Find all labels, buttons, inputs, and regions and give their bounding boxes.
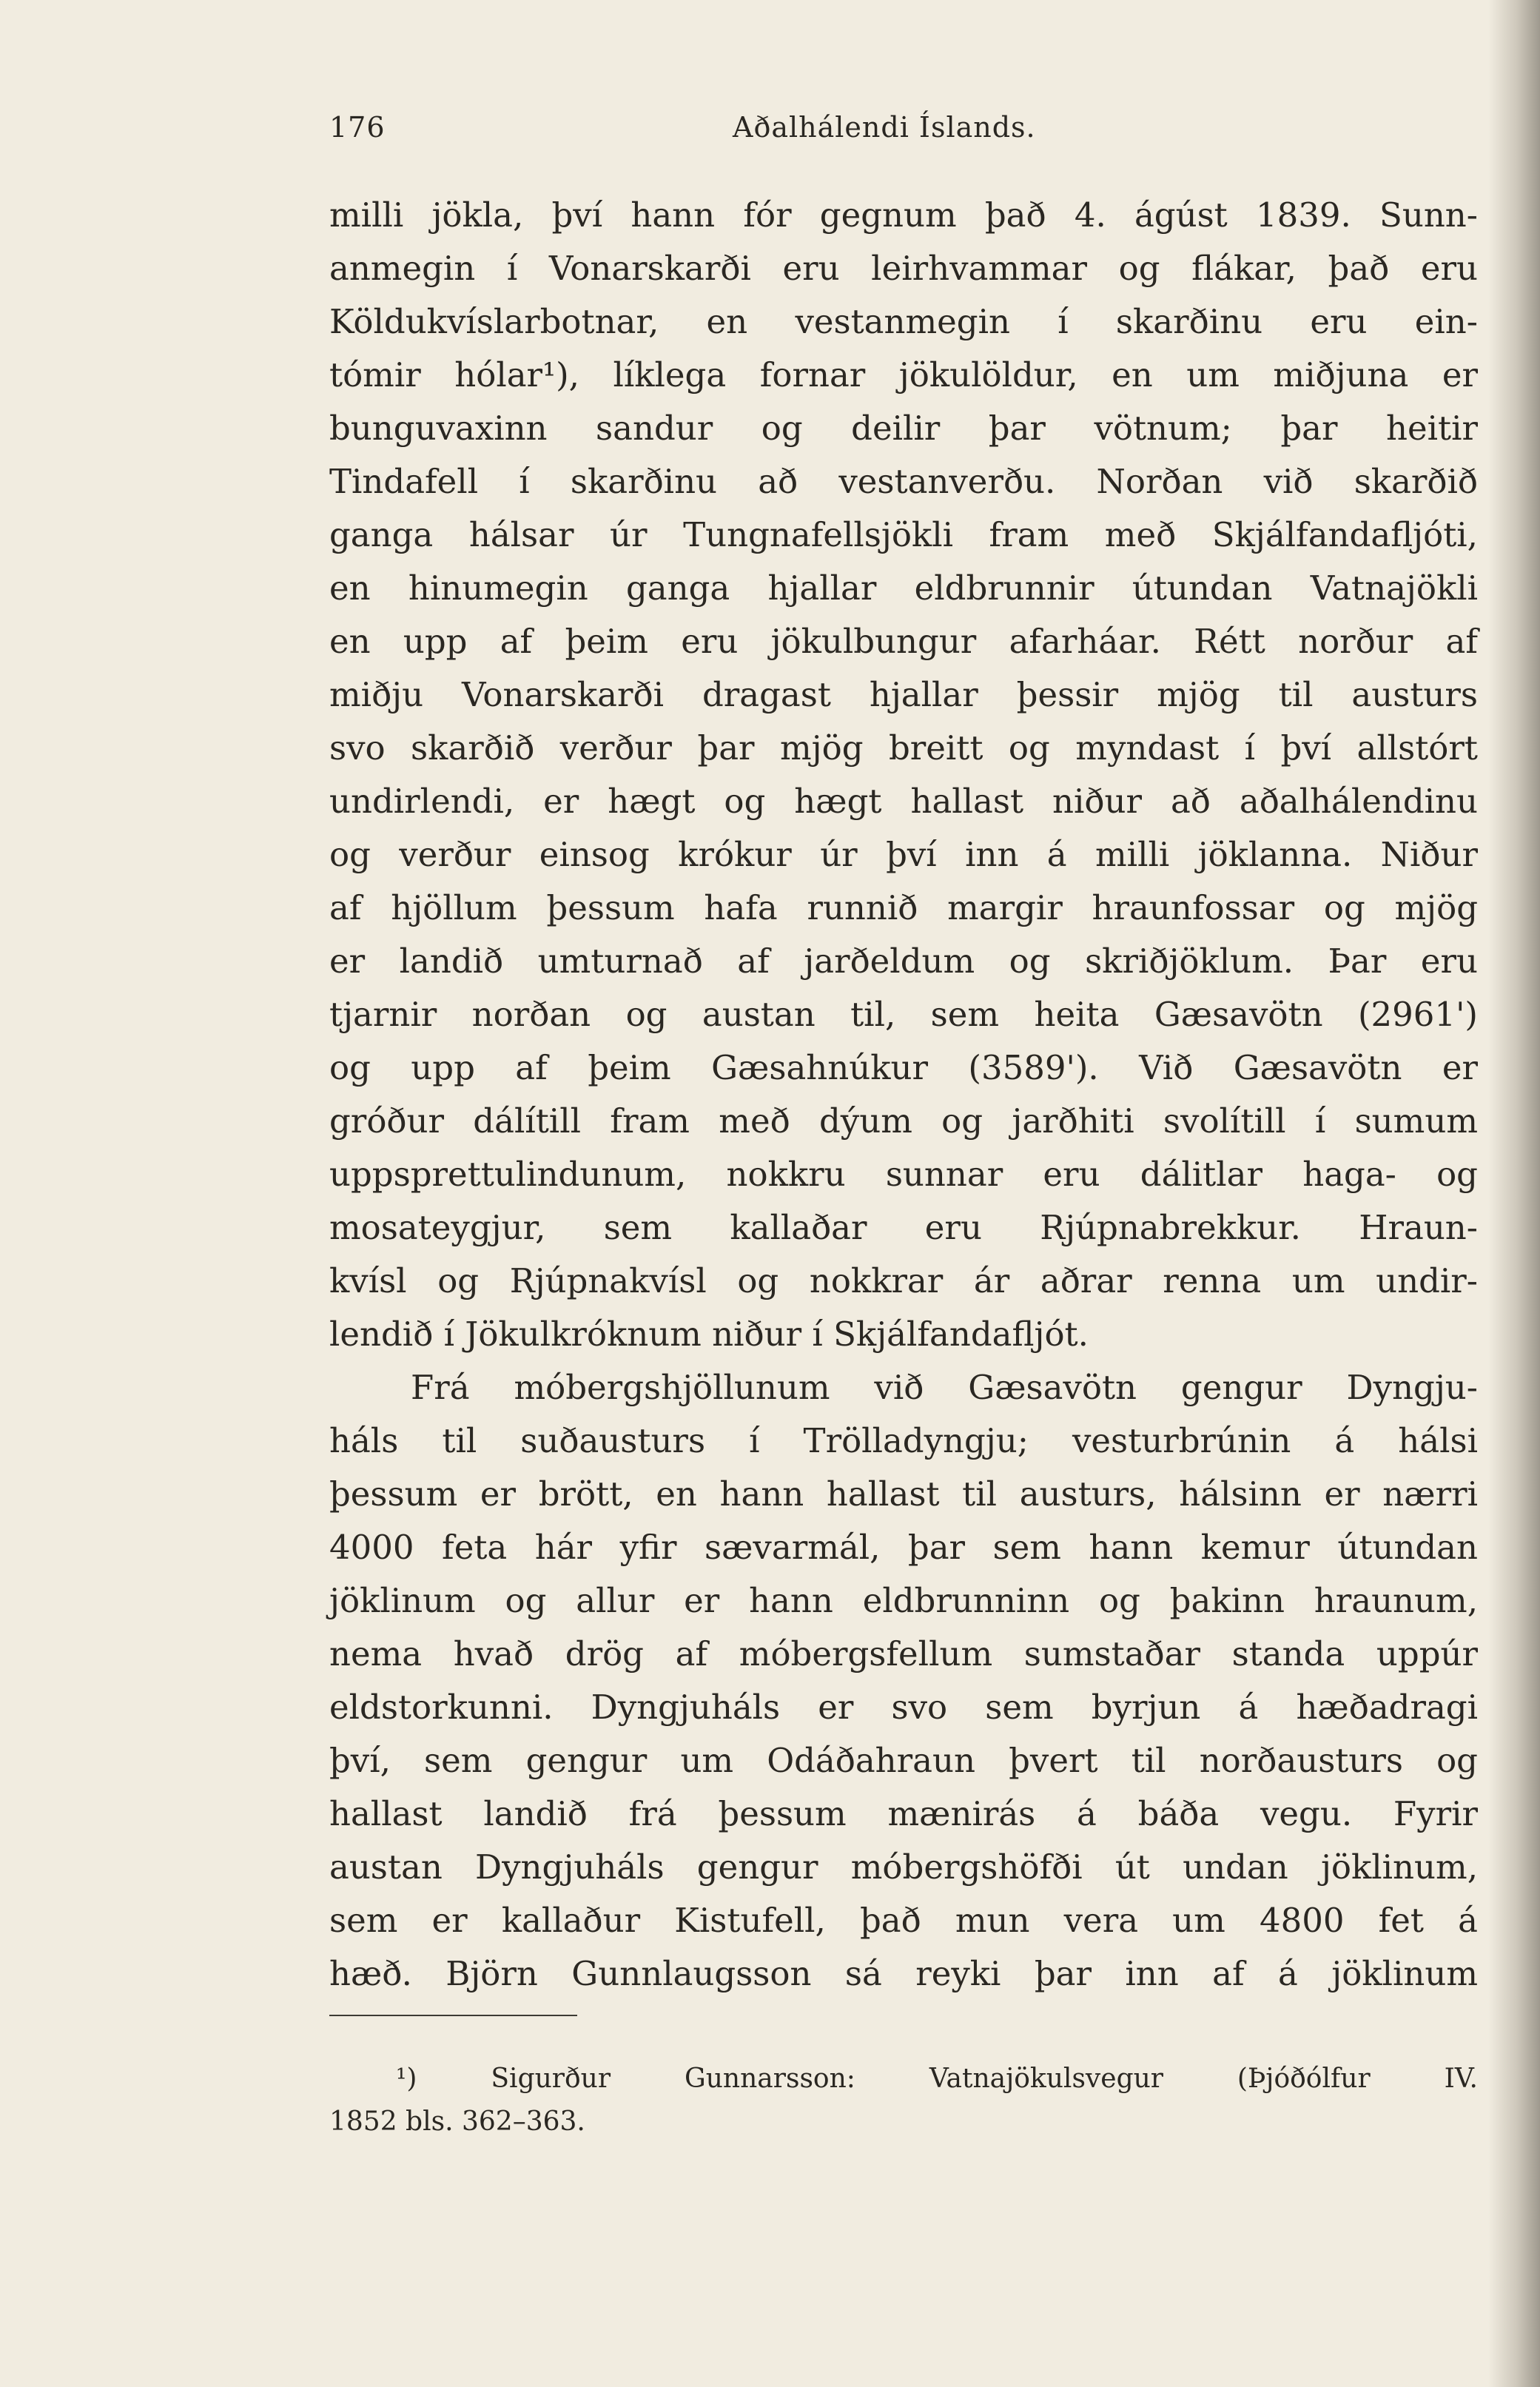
text-line: Köldukvíslarbotnar, en vestanmegin í skarðinu eru ein- <box>329 302 1478 341</box>
text-line: og upp af þeim Gæsahnúkur (3589'). Við Gæsavötn er <box>329 1048 1478 1087</box>
text-line: þessum er brött, en hann hallast til austurs, hálsinn er nærri <box>329 1474 1478 1514</box>
text-line: Tindafell í skarðinu að vestanverðu. Norðan við skarðið <box>329 462 1478 501</box>
footnote <box>329 2058 1478 2143</box>
text-line: uppsprettulindunum, nokkru sunnar eru dálitlar haga- og <box>329 1155 1478 1194</box>
text-line: af hjöllum þessum hafa runnið margir hraunfossar og mjög <box>329 888 1478 927</box>
text-line: lendið í Jökulkróknum niður í Skjálfandafljót. <box>329 1315 1089 1354</box>
text-line: hæð. Björn Gunnlaugsson sá reyki þar inn af á jöklinum <box>329 1954 1478 1993</box>
body-text <box>329 189 1478 2001</box>
text-line: jöklinum og allur er hann eldbrunninn og þakinn hraunum, <box>329 1581 1478 1620</box>
running-head <box>329 111 1476 155</box>
text-line: en upp af þeim eru jökulbungur afarháar. Rétt norður af <box>329 622 1478 661</box>
running-title: Aðalhálendi Íslands. <box>733 111 1036 144</box>
text-line: ganga hálsar úr Tungnafellsjökli fram með Skjálfandafljóti, <box>329 515 1478 554</box>
text-line: kvísl og Rjúpnakvísl og nokkrar ár aðrar renna um undir- <box>329 1261 1478 1300</box>
text-line: svo skarðið verður þar mjög breitt og myndast í því allstórt <box>329 728 1478 768</box>
text-line: mosateygjur, sem kallaðar eru Rjúpnabrekkur. Hraun- <box>329 1208 1478 1247</box>
footnote-divider <box>329 2015 577 2016</box>
text-line: sem er kallaður Kistufell, það mun vera um 4800 fet á <box>329 1901 1478 1940</box>
page-number: 176 <box>329 111 386 144</box>
text-line: en hinumegin ganga hjallar eldbrunnir útundan Vatnajökli <box>329 568 1478 608</box>
text-line: nema hvað drög af móbergsfellum sumstaðar standa uppúr <box>329 1634 1478 1673</box>
text-line: gróður dálítill fram með dýum og jarðhiti svolítill í sumum <box>329 1101 1478 1141</box>
page-edge-shadow <box>1488 0 1540 2387</box>
text-line: anmegin í Vonarskarði eru leirhvammar og flákar, það eru <box>329 249 1478 288</box>
text-line: austan Dyngjuháls gengur móbergshöfði út undan jöklinum, <box>329 1847 1478 1887</box>
text-line: tjarnir norðan og austan til, sem heita Gæsavötn (2961') <box>329 995 1478 1034</box>
text-line: háls til suðausturs í Trölladyngju; vesturbrúnin á hálsi <box>329 1421 1478 1460</box>
text-line: hallast landið frá þessum mænirás á báða vegu. Fyrir <box>329 1794 1478 1833</box>
text-line: undirlendi, er hægt og hægt hallast niður að aðalhálendinu <box>329 782 1478 821</box>
text-line: 4000 feta hár yfir sævarmál, þar sem hann kemur útundan <box>329 1528 1478 1567</box>
text-line: Frá móbergshjöllunum við Gæsavötn gengur Dyngju- <box>411 1368 1478 1407</box>
text-line: tómir hólar¹), líklega fornar jökulöldur, en um miðjuna er <box>329 355 1478 395</box>
text-line: miðju Vonarskarði dragast hjallar þessir mjög til austurs <box>329 675 1478 714</box>
footnote-line: ¹) Sigurður Gunnarsson: Vatnajökulsvegur (Þjóðólfur IV. <box>396 2064 1478 2094</box>
text-line: því, sem gengur um Odáðahraun þvert til norðausturs og <box>329 1741 1478 1780</box>
text-line: er landið umturnað af jarðeldum og skriðjöklum. Þar eru <box>329 941 1478 981</box>
text-line: og verður einsog krókur úr því inn á milli jöklanna. Niður <box>329 835 1478 874</box>
text-line: eldstorkunni. Dyngjuháls er svo sem byrjun á hæðadragi <box>329 1688 1478 1727</box>
text-line: bunguvaxinn sandur og deilir þar vötnum; þar heitir <box>329 409 1478 448</box>
footnote-line: 1852 bls. 362–363. <box>329 2106 585 2137</box>
text-line: milli jökla, því hann fór gegnum það 4. ágúst 1839. Sunn- <box>329 195 1478 235</box>
